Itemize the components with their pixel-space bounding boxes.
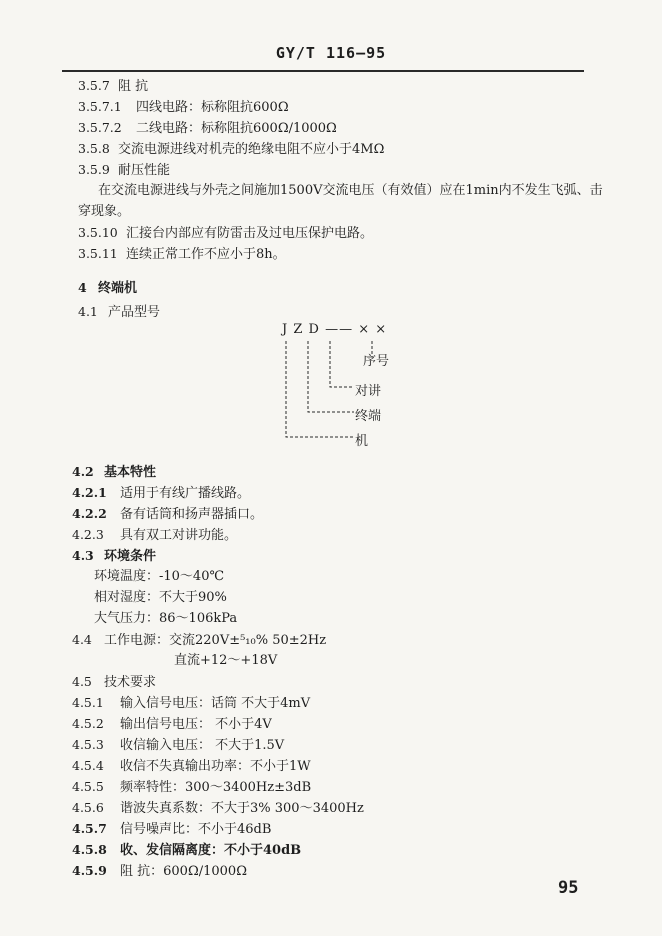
clause-3-5-7: 3.5.7 阻 抗	[78, 78, 149, 94]
model-code-letters: J Z D —— × ×	[282, 322, 388, 337]
clause-3-5-11: 3.5.11 连续正常工作不应小于8h。	[78, 246, 286, 262]
clause-3-5-7-2: 3.5.7.2 二线电路：标称阻抗600Ω/1000Ω	[78, 120, 337, 136]
clause-4-5-1: 4.5.1 输入信号电压：话筒 不大于4mV	[72, 695, 311, 711]
clause-4-5-7: 4.5.7 信号噪声比：不小于46dB	[72, 821, 272, 837]
clause-4-2-1: 4.2.1 适用于有线广播线路。	[72, 485, 251, 501]
clause-3-5-10: 3.5.10 汇接台内部应有防雷击及过电压保护电路。	[78, 225, 374, 241]
paragraph-line-1: 在交流电源进线与外壳之间施加1500V交流电压（有效值）应在1min内不发生飞弧、击	[98, 183, 603, 198]
clause-4-2-2: 4.2.2 备有话筒和扬声器插口。	[72, 506, 264, 522]
clause-3-5-7-1: 3.5.7.1 四线电路：标称阻抗600Ω	[78, 99, 289, 115]
clause-3-5-8: 3.5.8 交流电源进线对机壳的绝缘电阻不应小于4MΩ	[78, 141, 385, 157]
model-label-intercom: 对讲	[355, 384, 382, 399]
clause-4-5-3: 4.5.3 收信输入电压： 不大于1.5V	[72, 737, 285, 753]
clause-4-1: 4.1 产品型号	[78, 304, 161, 320]
section-4-heading: 4 终端机	[78, 280, 138, 296]
clause-4-4: 4.4 工作电源：交流220V±⁵₁₀% 50±2Hz	[72, 632, 327, 648]
env-pressure: 大气压力：86～106kPa	[94, 611, 238, 626]
clause-4-5-8: 4.5.8 收、发信隔离度：不小于40dB	[72, 842, 302, 858]
header-code: GY/T 116—95	[275, 44, 387, 62]
model-label-serial: 序号	[363, 354, 390, 369]
clause-3-5-9: 3.5.9 耐压性能	[78, 162, 171, 178]
clause-4-2-3: 4.2.3 具有双工对讲功能。	[72, 527, 238, 543]
model-label-terminal: 终端	[355, 409, 382, 424]
clause-4-5-2: 4.5.2 输出信号电压： 不小于4V	[72, 716, 272, 732]
env-humidity: 相对湿度：不大于90%	[94, 590, 227, 605]
clause-4-2: 4.2 基本特性	[72, 464, 157, 480]
clause-4-5-9: 4.5.9 阻 抗：600Ω/1000Ω	[72, 863, 247, 879]
clause-4-5-4: 4.5.4 收信不失真输出功率：不小于1W	[72, 758, 311, 774]
model-label-machine: 机	[355, 434, 369, 449]
page-number: 95	[558, 878, 579, 898]
power-dc: 直流+12～+18V	[174, 653, 278, 668]
paragraph-line-2: 穿现象。	[78, 204, 131, 219]
clause-4-5-6: 4.5.6 谐波失真系数：不大于3% 300～3400Hz	[72, 800, 364, 816]
clause-4-5: 4.5 技术要求	[72, 674, 157, 690]
env-temperature: 环境温度：-10～40℃	[94, 569, 225, 584]
clause-4-5-5: 4.5.5 频率特性：300～3400Hz±3dB	[72, 779, 312, 795]
clause-4-3: 4.3 环境条件	[72, 548, 157, 564]
